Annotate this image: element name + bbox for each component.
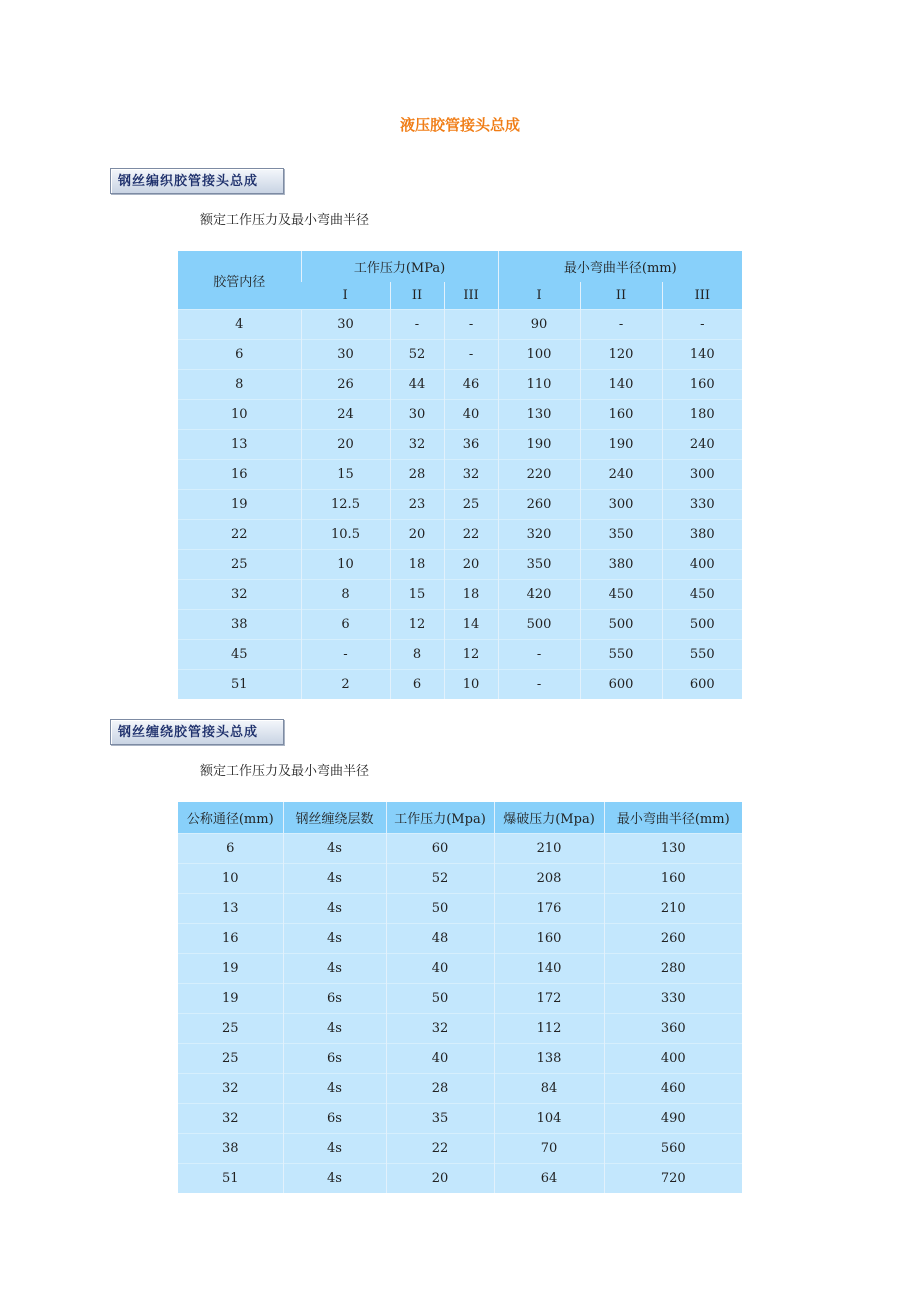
table-row — [178, 1164, 742, 1194]
table-row — [178, 340, 742, 370]
table-cell: 19 — [178, 984, 283, 1014]
table-cell: 19 — [178, 490, 301, 520]
table-cell: 32 — [444, 460, 498, 490]
header-burst-pressure: 爆破压力(Mpa) — [494, 802, 604, 834]
table-cell: 12.5 — [301, 490, 390, 520]
header-radius-grade-1: I — [498, 282, 580, 310]
table-row — [178, 640, 742, 670]
table-cell: 490 — [604, 1104, 742, 1134]
table-cell: 44 — [390, 370, 444, 400]
table-cell: 208 — [494, 864, 604, 894]
table-cell: 26 — [301, 370, 390, 400]
table-cell: 6 — [390, 670, 444, 700]
table-row — [178, 460, 742, 490]
table-cell: 15 — [301, 460, 390, 490]
header-working-pressure: 工作压力(Mpa) — [386, 802, 494, 834]
spiral-hose-table — [178, 802, 742, 1193]
table-cell: 36 — [444, 430, 498, 460]
table-cell: 280 — [604, 954, 742, 984]
table-cell: 176 — [494, 894, 604, 924]
table-cell: 112 — [494, 1014, 604, 1044]
table-cell: 4s — [283, 894, 386, 924]
table-cell: 8 — [178, 370, 301, 400]
table-row — [178, 954, 742, 984]
table-cell: 32 — [386, 1014, 494, 1044]
table-cell: 10 — [178, 400, 301, 430]
table-cell: 400 — [604, 1044, 742, 1074]
table-cell: 32 — [178, 1074, 283, 1104]
table-cell: 16 — [178, 460, 301, 490]
table-row — [178, 580, 742, 610]
braided-hose-table — [178, 251, 742, 699]
table-cell: 18 — [444, 580, 498, 610]
header-bend-radius: 最小弯曲半径(mm) — [498, 251, 742, 282]
table-cell: - — [444, 340, 498, 370]
table-cell: 240 — [662, 430, 742, 460]
header-pressure-grade-2: II — [390, 282, 444, 310]
table-cell: 400 — [662, 550, 742, 580]
table-cell: 350 — [580, 520, 662, 550]
table-cell: 15 — [390, 580, 444, 610]
table-cell: 4s — [283, 1014, 386, 1044]
header-inner-diameter: 胶管内径 — [178, 251, 301, 310]
table-cell: 10.5 — [301, 520, 390, 550]
table-cell: - — [301, 640, 390, 670]
table-cell: 4s — [283, 864, 386, 894]
table-cell: 32 — [178, 1104, 283, 1134]
table-cell: 28 — [390, 460, 444, 490]
table-cell: 4 — [178, 310, 301, 340]
section-subtitle-spiral: 额定工作压力及最小弯曲半径 — [200, 764, 370, 779]
table-cell: 360 — [604, 1014, 742, 1044]
table-cell: 260 — [604, 924, 742, 954]
table-row — [178, 550, 742, 580]
table-cell: 6s — [283, 1044, 386, 1074]
table-cell: 2 — [301, 670, 390, 700]
header-nominal-diameter: 公称通径(mm) — [178, 802, 283, 834]
table-row — [178, 370, 742, 400]
table-cell: 110 — [498, 370, 580, 400]
table-row — [178, 1044, 742, 1074]
table-cell: 25 — [178, 550, 301, 580]
table-cell: 720 — [604, 1164, 742, 1194]
table-cell: 40 — [444, 400, 498, 430]
table-cell: 40 — [386, 954, 494, 984]
table-cell: 450 — [662, 580, 742, 610]
table-cell: - — [662, 310, 742, 340]
table-cell: 22 — [444, 520, 498, 550]
table-cell: 420 — [498, 580, 580, 610]
table-cell: 25 — [444, 490, 498, 520]
table-cell: 12 — [444, 640, 498, 670]
table-cell: - — [498, 670, 580, 700]
table-cell: 330 — [604, 984, 742, 1014]
header-radius-grade-2: II — [580, 282, 662, 310]
table-cell: 460 — [604, 1074, 742, 1104]
table-row — [178, 924, 742, 954]
table-cell: 40 — [386, 1044, 494, 1074]
table-cell: 20 — [386, 1164, 494, 1194]
table-cell: 104 — [494, 1104, 604, 1134]
table-cell: 560 — [604, 1134, 742, 1164]
table-cell: 210 — [494, 834, 604, 864]
table-cell: 12 — [390, 610, 444, 640]
table-cell: 4s — [283, 924, 386, 954]
table-cell: 30 — [390, 400, 444, 430]
table-cell: 28 — [386, 1074, 494, 1104]
table-cell: 380 — [580, 550, 662, 580]
table-cell: 380 — [662, 520, 742, 550]
header-pressure-grade-1: I — [301, 282, 390, 310]
table-cell: 160 — [662, 370, 742, 400]
table-cell: 6 — [178, 834, 283, 864]
table-cell: 300 — [662, 460, 742, 490]
section-header-spiral: 钢丝缠绕胶管接头总成 — [110, 719, 284, 745]
table-cell: 4s — [283, 1134, 386, 1164]
table-row — [178, 430, 742, 460]
table-cell: 120 — [580, 340, 662, 370]
table-cell: 550 — [580, 640, 662, 670]
table-row — [178, 1074, 742, 1104]
table-cell: 8 — [301, 580, 390, 610]
table-cell: 52 — [386, 864, 494, 894]
table-cell: 84 — [494, 1074, 604, 1104]
table-cell: 14 — [444, 610, 498, 640]
table-cell: 190 — [580, 430, 662, 460]
table-cell: 32 — [178, 580, 301, 610]
table-row — [178, 520, 742, 550]
table-cell: 51 — [178, 1164, 283, 1194]
table-cell: 160 — [580, 400, 662, 430]
table-cell: 70 — [494, 1134, 604, 1164]
header-pressure-grade-3: III — [444, 282, 498, 310]
table-cell: 25 — [178, 1044, 283, 1074]
table-cell: 240 — [580, 460, 662, 490]
table-cell: 140 — [580, 370, 662, 400]
table-row — [178, 834, 742, 864]
table-cell: 60 — [386, 834, 494, 864]
table-cell: 180 — [662, 400, 742, 430]
table-cell: 24 — [301, 400, 390, 430]
table-cell: 32 — [390, 430, 444, 460]
table-cell: 300 — [580, 490, 662, 520]
table-cell: - — [498, 640, 580, 670]
table-cell: 20 — [301, 430, 390, 460]
table-cell: 10 — [444, 670, 498, 700]
section-subtitle-braided: 额定工作压力及最小弯曲半径 — [200, 213, 370, 228]
table-cell: 450 — [580, 580, 662, 610]
table-cell: 160 — [494, 924, 604, 954]
table-row — [178, 610, 742, 640]
table-cell: 140 — [662, 340, 742, 370]
table-cell: 6 — [178, 340, 301, 370]
table-row — [178, 670, 742, 700]
table-cell: 30 — [301, 310, 390, 340]
table-cell: 500 — [498, 610, 580, 640]
section-header-braided: 钢丝编织胶管接头总成 — [110, 168, 284, 194]
table-cell: 8 — [390, 640, 444, 670]
table-cell: 500 — [580, 610, 662, 640]
table-row — [178, 984, 742, 1014]
table-cell: 4s — [283, 834, 386, 864]
table-cell: 138 — [494, 1044, 604, 1074]
table-cell: 130 — [604, 834, 742, 864]
table-cell: 350 — [498, 550, 580, 580]
table-cell: 10 — [178, 864, 283, 894]
page-title: 液压胶管接头总成 — [399, 116, 520, 134]
table-cell: 320 — [498, 520, 580, 550]
table-row — [178, 400, 742, 430]
table-cell: - — [444, 310, 498, 340]
table-cell: 50 — [386, 894, 494, 924]
table-cell: 13 — [178, 430, 301, 460]
table-cell: 20 — [444, 550, 498, 580]
header-wire-layers: 钢丝缠绕层数 — [283, 802, 386, 834]
table-cell: 550 — [662, 640, 742, 670]
table-cell: 90 — [498, 310, 580, 340]
table-cell: 46 — [444, 370, 498, 400]
header-bend-radius: 最小弯曲半径(mm) — [604, 802, 742, 834]
table-cell: 45 — [178, 640, 301, 670]
table-cell: 210 — [604, 894, 742, 924]
table-cell: 600 — [580, 670, 662, 700]
table-cell: 52 — [390, 340, 444, 370]
table-cell: 6s — [283, 1104, 386, 1134]
table-cell: 19 — [178, 954, 283, 984]
table-cell: 600 — [662, 670, 742, 700]
table-cell: 22 — [386, 1134, 494, 1164]
table-cell: 25 — [178, 1014, 283, 1044]
table-cell: 6s — [283, 984, 386, 1014]
table-cell: 48 — [386, 924, 494, 954]
table-cell: 35 — [386, 1104, 494, 1134]
table-cell: 38 — [178, 610, 301, 640]
header-working-pressure: 工作压力(MPa) — [301, 251, 498, 282]
table-cell: 220 — [498, 460, 580, 490]
table-cell: 22 — [178, 520, 301, 550]
table-cell: 4s — [283, 1164, 386, 1194]
table-row — [178, 490, 742, 520]
table-cell: 64 — [494, 1164, 604, 1194]
table-cell: 260 — [498, 490, 580, 520]
table-cell: 38 — [178, 1134, 283, 1164]
table-cell: 130 — [498, 400, 580, 430]
table-row — [178, 894, 742, 924]
table-cell: 16 — [178, 924, 283, 954]
table-cell: 330 — [662, 490, 742, 520]
table-cell: 100 — [498, 340, 580, 370]
table-row — [178, 864, 742, 894]
table-row — [178, 1014, 742, 1044]
table-cell: - — [390, 310, 444, 340]
table-cell: 18 — [390, 550, 444, 580]
table-cell: - — [580, 310, 662, 340]
table-cell: 23 — [390, 490, 444, 520]
table-cell: 30 — [301, 340, 390, 370]
table-cell: 500 — [662, 610, 742, 640]
table-cell: 13 — [178, 894, 283, 924]
table-cell: 6 — [301, 610, 390, 640]
table-cell: 172 — [494, 984, 604, 1014]
table-cell: 4s — [283, 1074, 386, 1104]
table-cell: 10 — [301, 550, 390, 580]
table-cell: 190 — [498, 430, 580, 460]
table-cell: 4s — [283, 954, 386, 984]
table-cell: 20 — [390, 520, 444, 550]
table-row — [178, 1104, 742, 1134]
table-cell: 160 — [604, 864, 742, 894]
table-row — [178, 1134, 742, 1164]
header-radius-grade-3: III — [662, 282, 742, 310]
table-row — [178, 310, 742, 340]
table-cell: 140 — [494, 954, 604, 984]
table-cell: 51 — [178, 670, 301, 700]
table-cell: 50 — [386, 984, 494, 1014]
